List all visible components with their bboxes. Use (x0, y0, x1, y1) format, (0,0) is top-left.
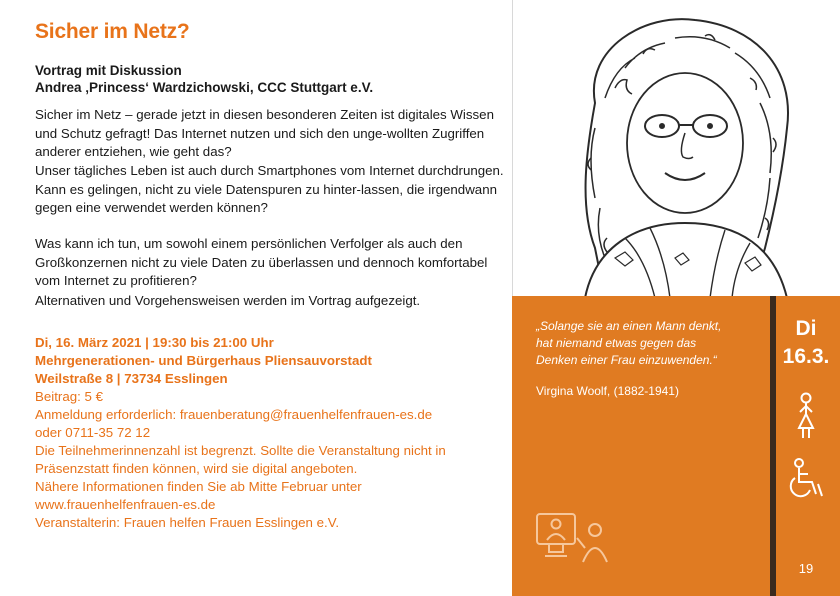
woman-icon (793, 392, 819, 442)
event-notice-line2: Präsenzstatt finden können, wird sie digital angeboten. (35, 461, 358, 476)
quote-line3: Denken einer Frau einzuwenden.“ (536, 353, 717, 367)
page-number: 19 (798, 561, 814, 576)
paragraph-alternatives: Alternativen und Vorgehensweisen werden im Vortrag aufgezeigt. (35, 293, 421, 308)
paragraph-questions: Was kann ich tun, um sowohl einem persönlichen Verfolger als auch den Großkonzernen nicht zu viele Daten zu überlassen und dennoch komfortabel vom Internet zu profitieren? (35, 236, 488, 288)
event-info: Nähere Informationen finden Sie ab Mitte Februar unter (35, 479, 362, 494)
quote (536, 318, 746, 369)
online-presentation-icon (535, 510, 615, 565)
event-fee: Beitrag: 5 € (35, 389, 104, 404)
portrait-sketch-icon (525, 8, 825, 298)
column-divider (512, 0, 513, 296)
event-registration[interactable]: Anmeldung erforderlich: frauenberatung@frauenhelfenfrauen-es.de (35, 407, 433, 422)
event-address: Weilstraße 8 | 73734 Esslingen (35, 371, 228, 386)
event-details (35, 334, 505, 532)
paragraph-smartphones: Unser tägliches Leben ist auch durch Smartphones vom Internet durchdrungen. Kann es gelingen, nicht zu viele Datenspuren zu hinter-lassen, die irgendwann gegen eine verwendet werden können? (35, 163, 504, 215)
event-phone: oder 0711-35 72 12 (35, 425, 151, 440)
quote-line2: hat niemand etwas gegen das (536, 336, 697, 350)
event-date-time: Di, 16. März 2021 | 19:30 bis 21:00 Uhr (35, 335, 274, 350)
event-venue: Mehrgenerationen- und Bürgerhaus Pliensauvorstadt (35, 353, 372, 368)
event-notice-line1: Die Teilnehmerinnenzahl ist begrenzt. Sollte die Veranstaltung nicht in (35, 443, 446, 458)
event-date: 16.3. (782, 345, 830, 368)
event-subtitle (35, 62, 373, 96)
subtitle-line-speaker: Andrea ‚Princess‘ Wardzichowski, CCC Stuttgart e.V. (35, 80, 374, 95)
subtitle-line-format: Vortrag mit Diskussion (35, 63, 182, 78)
event-organizer: Veranstalterin: Frauen helfen Frauen Esslingen e.V. (35, 515, 340, 530)
quote-author: Virgina Woolf, (1882-1941) (536, 384, 679, 398)
wheelchair-icon (788, 458, 824, 504)
event-website-link[interactable]: www.frauenhelfenfrauen-es.de (35, 497, 216, 512)
quote-line1: „Solange sie an einen Mann denkt, (536, 319, 722, 333)
paragraph-intro: Sicher im Netz – gerade jetzt in diesen besonderen Zeiten ist digitales Wissen und Schutz gefragt! Das Internet nutzen und sich den unge-wollten Zugriffen anderer entziehen, wie geht das? (35, 107, 494, 159)
panel-strip (770, 296, 776, 596)
event-day: Di (795, 317, 817, 340)
page-title: Sicher im Netz? (35, 20, 190, 43)
